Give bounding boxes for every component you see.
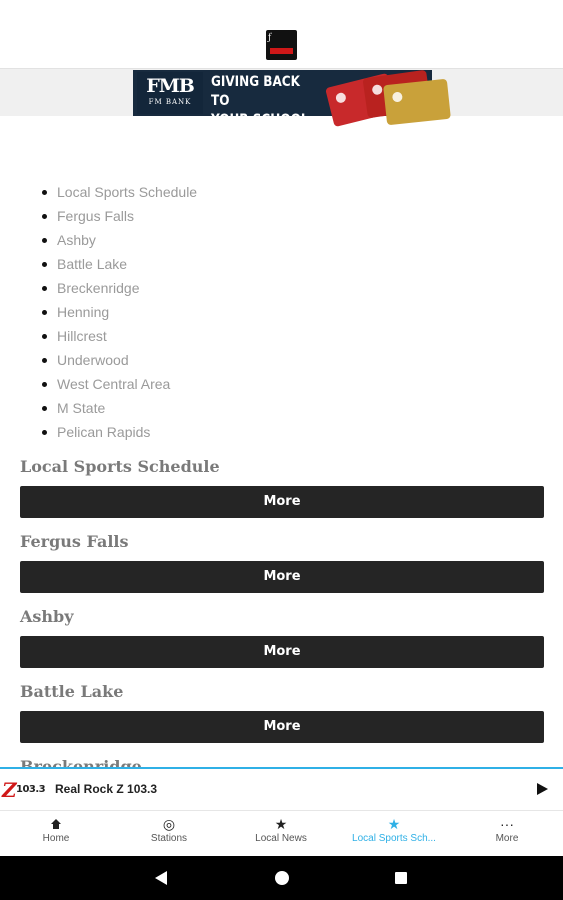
schedule-link-list [57,180,197,444]
list-item[interactable]: Ashby [57,228,197,252]
station-logo-mark: Z [2,778,17,802]
stations-icon: ◎ [162,816,176,832]
station-logo-icon[interactable] [266,30,297,60]
logo-red-bar [270,48,293,54]
list-item[interactable]: Local Sports Schedule [57,180,197,204]
tab-more[interactable] [451,811,563,857]
station-name: Real Rock Z 103.3 [55,782,158,796]
ad-strip [0,68,563,128]
station-logo-number: 103.3 [16,784,46,795]
star-icon: ★ [274,816,288,832]
section-title: Battle Lake [20,682,124,701]
more-button[interactable]: More [20,636,544,668]
tab-label: Local Sports Sch... [352,833,436,844]
more-icon: ··· [500,816,514,832]
bottom-tab-bar [0,810,563,856]
section-title: Local Sports Schedule [20,457,220,476]
ad-headline-line-2: YOUR SCHOOL. [211,112,314,128]
more-button[interactable]: More [20,561,544,593]
now-playing-bar[interactable] [0,767,563,810]
tab-label: More [495,833,519,844]
section-title: Fergus Falls [20,532,129,551]
system-navigation-bar [0,856,563,900]
list-item[interactable]: Underwood [57,348,197,372]
home-button-icon[interactable] [275,871,289,885]
tab-label: Local News [255,833,307,844]
tab-local-news[interactable] [225,811,337,857]
fm-bank-ad-banner[interactable] [133,70,432,128]
tab-home[interactable] [0,811,112,857]
tab-local-sports-schedule[interactable] [338,811,450,857]
play-icon[interactable] [537,783,548,795]
tab-label: Home [42,833,70,844]
page-content[interactable] [0,116,563,767]
list-item[interactable]: Battle Lake [57,252,197,276]
more-button[interactable]: More [20,486,544,518]
recent-apps-icon[interactable] [395,872,407,884]
tab-stations[interactable] [113,811,225,857]
home-icon [0,811,112,833]
tab-label: Stations [150,833,188,844]
ad-brand-name: FM BANK [148,98,192,106]
list-item[interactable]: Henning [57,300,197,324]
list-item[interactable]: Hillcrest [57,324,197,348]
back-icon[interactable] [155,871,167,885]
ad-headline-line-1: GIVING BACK TO [211,74,300,109]
section-title: Ashby [20,607,74,626]
ad-brand-mark: FMB [146,75,194,97]
list-item[interactable]: West Central Area [57,372,197,396]
fm-bank-logo [137,72,203,114]
station-logo [2,779,46,801]
list-item[interactable]: Breckenridge [57,276,197,300]
list-item[interactable]: Pelican Rapids [57,420,197,444]
app-header [0,0,563,68]
logo-script-mark: ƒ [266,32,273,44]
more-button[interactable]: More [20,711,544,743]
list-item[interactable]: M State [57,396,197,420]
star-icon: ★ [387,816,401,832]
list-item[interactable]: Fergus Falls [57,204,197,228]
